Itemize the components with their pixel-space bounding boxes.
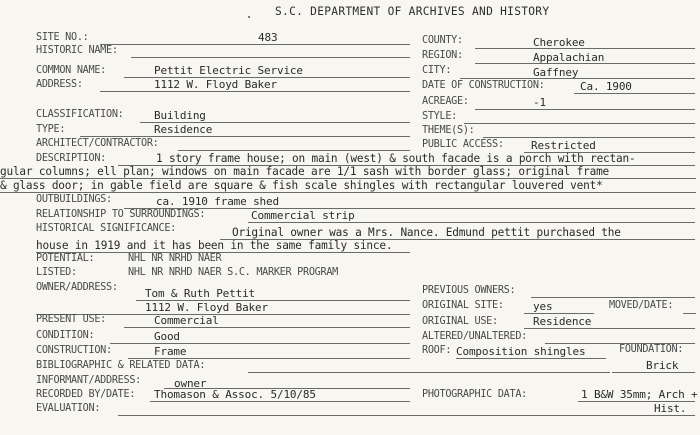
themes-label: THEME(S): bbox=[422, 125, 475, 136]
present-use-line bbox=[124, 327, 410, 328]
owner-line-1: Tom & Ruth Pettit bbox=[145, 287, 256, 300]
relationship-value: Commercial strip bbox=[251, 209, 355, 222]
present-use-label: PRESENT USE: bbox=[36, 314, 107, 325]
moved-date-line bbox=[683, 313, 696, 314]
original-site-line bbox=[524, 313, 594, 314]
altered-label: ALTERED/UNALTERED: bbox=[422, 331, 528, 342]
site-no-value: 483 bbox=[258, 31, 278, 44]
public-access-value: Restricted bbox=[531, 139, 596, 152]
region-line bbox=[475, 63, 695, 64]
evaluation-label: EVALUATION: bbox=[36, 403, 101, 414]
common-name-label: COMMON NAME: bbox=[36, 65, 107, 76]
photographic-line-2: Hist. bbox=[654, 402, 687, 415]
previous-owners-label: PREVIOUS OWNERS: bbox=[422, 285, 516, 296]
city-line bbox=[460, 78, 695, 79]
condition-line bbox=[110, 343, 410, 344]
present-use-value: Commercial bbox=[154, 314, 219, 327]
address-line bbox=[100, 91, 410, 92]
photographic-line-1: 1 B&W 35mm; Arch + bbox=[581, 388, 698, 401]
common-name-value: Pettit Electric Service bbox=[154, 64, 303, 77]
listed-options: NHL NR NRHD NAER S.C. MARKER PROGRAM bbox=[128, 267, 339, 278]
evaluation-line bbox=[118, 415, 695, 416]
architect-line bbox=[178, 150, 410, 151]
type-line bbox=[80, 136, 410, 137]
description-label: DESCRIPTION: bbox=[36, 153, 107, 164]
construction-value: Frame bbox=[154, 345, 187, 358]
condition-label: CONDITION: bbox=[36, 330, 95, 341]
date-of-construction-line bbox=[574, 93, 695, 94]
original-site-label: ORIGINAL SITE: bbox=[422, 300, 504, 311]
date-of-construction-label: DATE OF CONSTRUCTION: bbox=[422, 80, 545, 91]
construction-label: CONSTRUCTION: bbox=[36, 345, 112, 356]
photographic-label: PHOTOGRAPHIC DATA: bbox=[422, 389, 528, 400]
original-use-value: Residence bbox=[533, 315, 592, 328]
address-label: ADDRESS: bbox=[36, 79, 83, 90]
potential-line bbox=[36, 252, 410, 253]
historic-name-line bbox=[131, 57, 410, 58]
historical-significance-label: HISTORICAL SIGNIFICANCE: bbox=[36, 223, 177, 234]
historical-significance-line-1: Original owner was a Mrs. Nance. Edmund pettit purchased the bbox=[232, 226, 621, 239]
roof-line bbox=[456, 358, 606, 359]
informant-value: owner bbox=[174, 377, 207, 390]
roof-label: ROOF: bbox=[422, 345, 452, 356]
description-underline-3 bbox=[0, 192, 696, 193]
description-line-2: gular columns; ell plan; windows on main facade are 1/1 sash with border glass; original frame bbox=[0, 165, 610, 178]
bibliographic-label: BIBLIOGRAPHIC & RELATED DATA: bbox=[36, 360, 206, 371]
acreage-line bbox=[475, 109, 695, 110]
recorded-line bbox=[150, 401, 410, 402]
classification-value: Building bbox=[154, 109, 206, 122]
historical-significance-line-2: house in 1919 and it has been in the same family since. bbox=[36, 239, 393, 252]
potential-label: POTENTIAL: bbox=[36, 253, 95, 264]
address-value: 1112 W. Floyd Baker bbox=[154, 78, 277, 91]
informant-label: INFORMANT/ADDRESS: bbox=[36, 375, 142, 386]
recorded-value: Thomason & Assoc. 5/10/85 bbox=[154, 388, 316, 401]
original-site-value: yes bbox=[533, 300, 553, 313]
city-value: Gaffney bbox=[533, 66, 579, 79]
description-line-1: 1 story frame house; on main (west) & south facade is a porch with rectan- bbox=[156, 152, 636, 165]
outbuildings-label: OUTBUILDINGS: bbox=[36, 194, 112, 205]
themes-line bbox=[483, 137, 695, 138]
moved-date-label: MOVED/DATE: bbox=[609, 300, 674, 311]
foundation-value: Brick bbox=[646, 359, 679, 372]
foundation-line bbox=[612, 372, 695, 373]
description-line-3: & glass door; in gable field are square & fish scale shingles with rectangular louvered vent* bbox=[0, 179, 603, 192]
acreage-value: -1 bbox=[533, 96, 546, 109]
construction-line bbox=[128, 358, 410, 359]
outbuildings-value: ca. 1910 frame shed bbox=[156, 195, 279, 208]
outbuildings-line bbox=[124, 208, 695, 209]
classification-label: CLASSIFICATION: bbox=[36, 109, 124, 120]
listed-label: LISTED: bbox=[36, 267, 77, 278]
county-line bbox=[475, 48, 695, 49]
previous-owners-line bbox=[531, 297, 695, 298]
acreage-label: ACREAGE: bbox=[422, 96, 469, 107]
recorded-label: RECORDED BY/DATE: bbox=[36, 389, 136, 400]
original-use-line bbox=[524, 328, 695, 329]
roof-value: Composition shingles bbox=[456, 345, 586, 358]
original-use-label: ORIGINAL USE: bbox=[422, 316, 498, 327]
style-label: STYLE: bbox=[422, 111, 458, 122]
date-of-construction-value: Ca. 1900 bbox=[580, 80, 632, 93]
site-no-label: SITE NO.: bbox=[36, 32, 89, 43]
owner-address-label: OWNER/ADDRESS: bbox=[36, 282, 118, 293]
public-access-label: PUBLIC ACCESS: bbox=[422, 139, 504, 150]
relationship-line bbox=[248, 222, 695, 223]
county-label: COUNTY: bbox=[422, 35, 463, 46]
bibliographic-line bbox=[248, 372, 610, 373]
owner-line-2: 1112 W. Floyd Baker bbox=[145, 301, 268, 314]
condition-value: Good bbox=[154, 330, 180, 343]
relationship-label: RELATIONSHIP TO SURROUNDINGS: bbox=[36, 209, 206, 220]
architect-label: ARCHITECT/CONTRACTOR: bbox=[36, 138, 159, 149]
county-value: Cherokee bbox=[533, 36, 585, 49]
foundation-label: FOUNDATION: bbox=[619, 344, 684, 355]
site-no-line bbox=[100, 44, 410, 45]
header-mark bbox=[248, 16, 250, 18]
city-label: CITY: bbox=[422, 65, 452, 76]
potential-options: NHL NR NRHD NAER bbox=[128, 253, 222, 264]
page-title: S.C. DEPARTMENT OF ARCHIVES AND HISTORY bbox=[275, 5, 550, 18]
type-label: TYPE: bbox=[36, 124, 66, 135]
region-label: REGION: bbox=[422, 50, 463, 61]
type-value: Residence bbox=[154, 123, 213, 136]
style-line bbox=[464, 123, 695, 124]
region-value: Appalachian bbox=[533, 51, 605, 64]
historic-name-label: HISTORIC NAME: bbox=[36, 45, 118, 56]
